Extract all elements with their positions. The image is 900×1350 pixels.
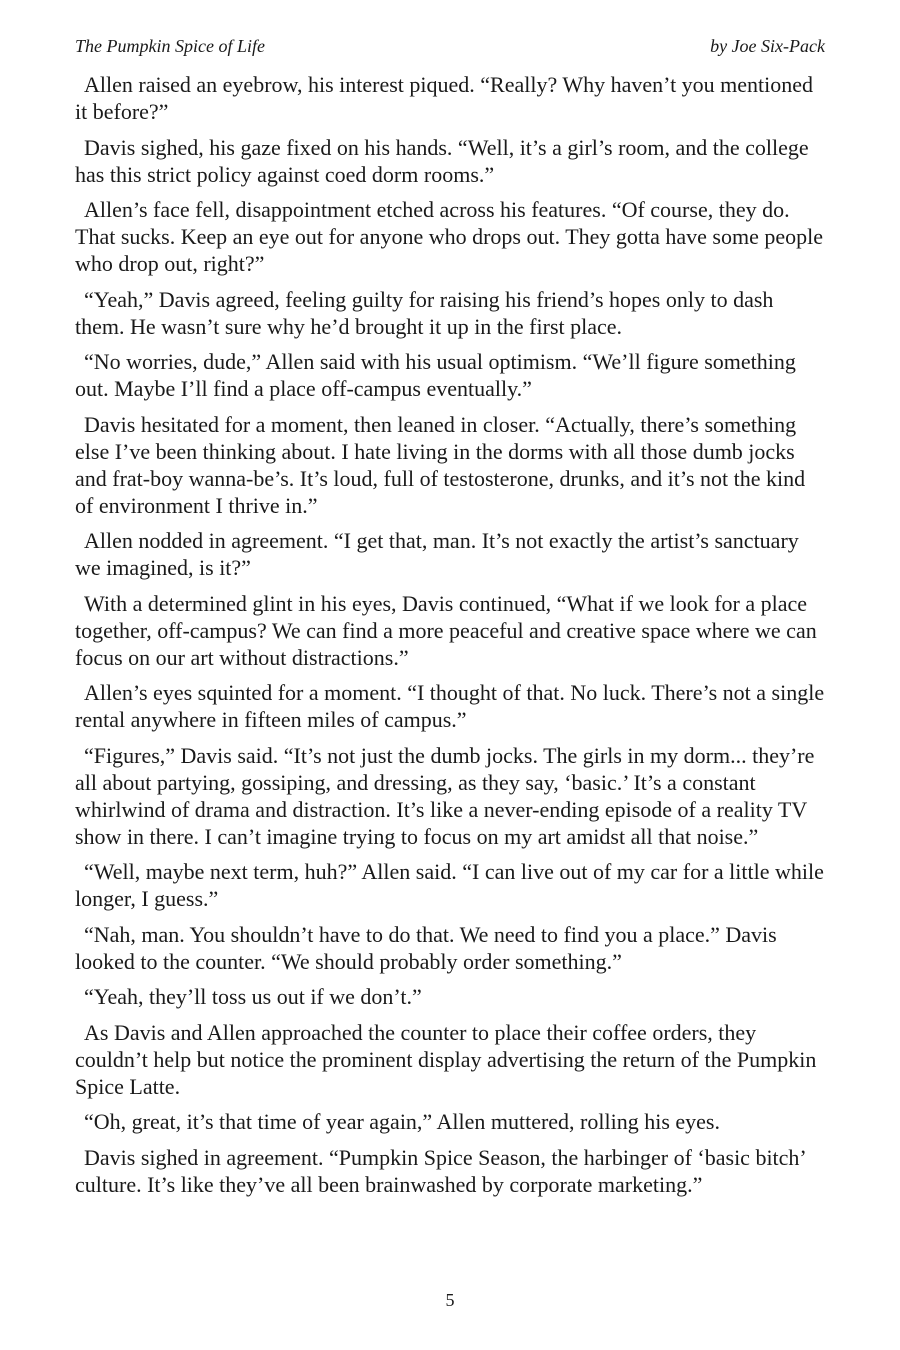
paragraph: Allen raised an eyebrow, his interest piqued. “Really? Why haven’t you mentioned it before?” xyxy=(75,72,814,124)
paragraph: Davis sighed, his gaze fixed on his hands. “Well, it’s a girl’s room, and the college has this strict policy against coed dorm rooms.” xyxy=(75,134,809,187)
paragraph: “Yeah,” Davis agreed, feeling guilty for raising his friend’s hopes only to dash them. He wasn’t sure why he’d brought it up in the first place. xyxy=(75,286,774,339)
paragraph: “Figures,” Davis said. “It’s not just the dumb jocks. The girls in my dorm... they’re all about partying, gossiping, and dressing, as they say, ‘basic.’ It’s a constant whirlwind of drama and distraction. It’s like a never-ending episode of a reality TV show in there. I can’t imagine trying to focus on my art amidst all that noise.” xyxy=(75,742,815,849)
page-number: 5 xyxy=(445,1290,455,1310)
paragraph: Allen nodded in agreement. “I get that, man. It’s not exactly the artist’s sanctuary we imagined, is it?” xyxy=(75,528,799,580)
paragraph: “Yeah, they’ll toss us out if we don’t.” xyxy=(84,984,422,1009)
paragraph: Davis hesitated for a moment, then leaned in closer. “Actually, there’s something else I’ve been thinking about. I hate living in the dorms with all those dumb jocks and frat-boy wanna-be’s. It’s loud, full of testosterone, drunks, and it’s not the kind of environment I thrive in.” xyxy=(75,411,806,518)
book-title: The Pumpkin Spice of Life xyxy=(75,36,265,56)
paragraph: “Oh, great, it’s that time of year again,” Allen muttered, rolling his eyes. xyxy=(84,1109,720,1134)
paragraph: “Well, maybe next term, huh?” Allen said. “I can live out of my car for a little while longer, I guess.” xyxy=(75,859,824,911)
paragraph: Davis sighed in agreement. “Pumpkin Spice Season, the harbinger of ‘basic bitch’ culture. It’s like they’ve all been brainwashed by corporate marketing.” xyxy=(75,1144,806,1197)
paragraph: “Nah, man. You shouldn’t have to do that. We need to find you a place.” Davis looked to the counter. “We should probably order something.” xyxy=(75,921,777,974)
body-text xyxy=(75,71,825,1206)
paragraph: “No worries, dude,” Allen said with his usual optimism. “We’ll figure something out. Maybe I’ll find a place off-campus eventually.” xyxy=(75,349,796,401)
paragraph: Allen’s eyes squinted for a moment. “I thought of that. No luck. There’s not a single rental anywhere in fifteen miles of campus.” xyxy=(75,680,825,732)
paragraph: As Davis and Allen approached the counter to place their coffee orders, they couldn’t help but notice the prominent display advertising the return of the Pumpkin Spice Latte. xyxy=(75,1019,817,1099)
running-header xyxy=(75,36,825,56)
author-name: by Joe Six-Pack xyxy=(710,36,825,56)
paragraph: With a determined glint in his eyes, Davis continued, “What if we look for a place together, off-campus? We can find a more peaceful and creative space where we can focus on our art without distractions.” xyxy=(75,590,817,670)
paragraph: Allen’s face fell, disappointment etched across his features. “Of course, they do. That sucks. Keep an eye out for anyone who drops out. They gotta have some people who drop out, right?” xyxy=(75,197,823,276)
